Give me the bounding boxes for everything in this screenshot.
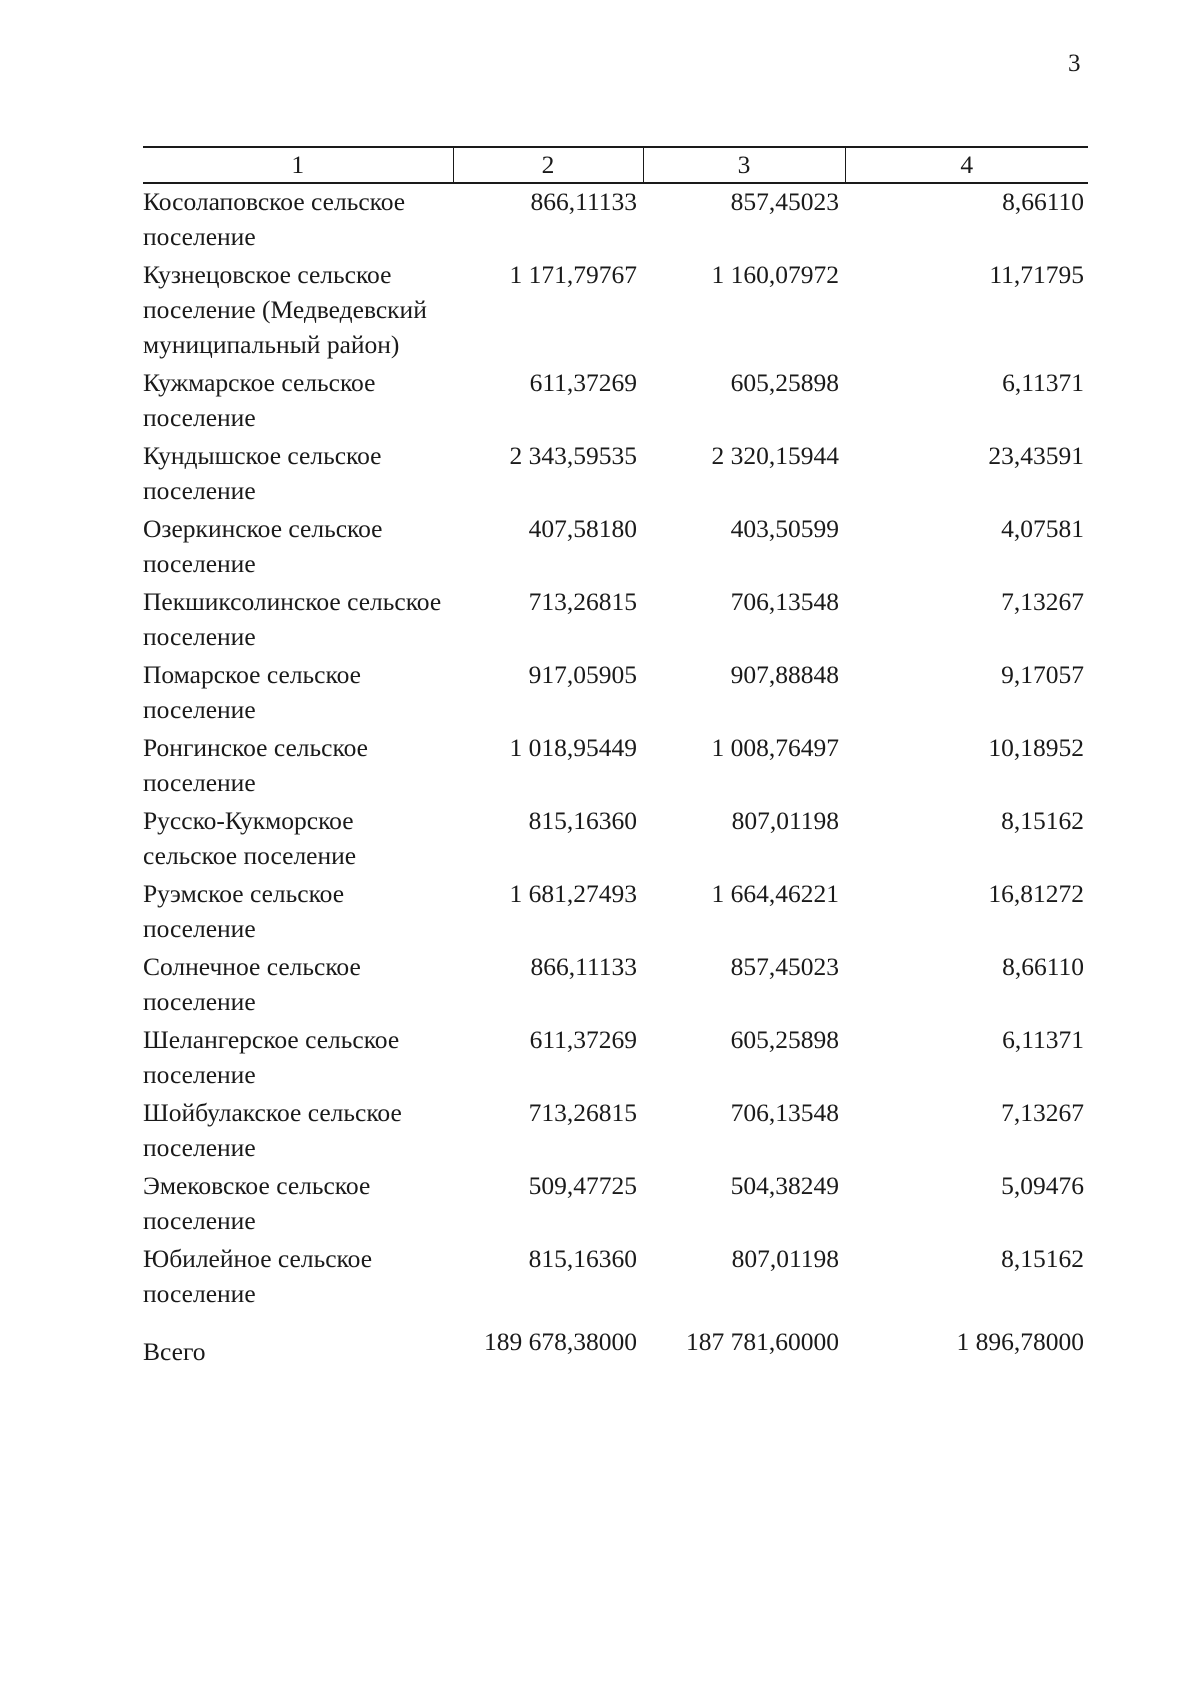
- amount-col3: 706,13548: [730, 1098, 839, 1127]
- amount-col2: 815,16360: [528, 806, 637, 835]
- amount-col4: 11,71795: [989, 260, 1084, 289]
- amount-col2: 2 343,59535: [509, 441, 637, 470]
- amount-col3: 807,01198: [731, 1244, 839, 1273]
- amount-col4: 7,13267: [1001, 1098, 1084, 1127]
- settlement-name: Русско-Кукморское сельское поселение: [143, 806, 357, 870]
- page-number: 3: [1068, 50, 1081, 77]
- amount-col3: 807,01198: [731, 806, 839, 835]
- column-header-4: 4: [845, 147, 1088, 183]
- amount-col2: 1 018,95449: [509, 733, 637, 762]
- column-header-1: 1: [143, 147, 453, 183]
- amount-col2: 611,37269: [529, 368, 637, 397]
- amount-col4: 8,66110: [1002, 187, 1084, 216]
- amount-col2: 713,26815: [528, 587, 637, 616]
- amount-col2: 509,47725: [528, 1171, 637, 1200]
- amount-col4: 6,11371: [1002, 1025, 1084, 1054]
- table-row: [143, 1168, 1088, 1241]
- amount-col4: 5,09476: [1001, 1171, 1084, 1200]
- amount-col3: 605,25898: [730, 1025, 839, 1054]
- table-row: [143, 365, 1088, 438]
- amount-col2: 407,58180: [528, 514, 637, 543]
- settlement-name: Кузнецовское сельское поселение (Медведевский муниципальный район): [143, 260, 427, 359]
- amount-col4: 23,43591: [988, 441, 1084, 470]
- settlement-name: Шелангерское сельское поселение: [143, 1025, 400, 1089]
- table-row: [143, 584, 1088, 657]
- table-row: [143, 803, 1088, 876]
- amount-col3: 706,13548: [730, 587, 839, 616]
- settlement-name: Руэмское сельское поселение: [143, 879, 345, 943]
- amount-col2: 713,26815: [528, 1098, 637, 1127]
- table-header-row: [143, 147, 1088, 183]
- amount-col2: 917,05905: [528, 660, 637, 689]
- table-row: [143, 511, 1088, 584]
- total-label: Всего: [143, 1337, 206, 1366]
- table-row: [143, 1022, 1088, 1095]
- amount-col2: 1 681,27493: [509, 879, 637, 908]
- amount-col4: 9,17057: [1001, 660, 1084, 689]
- amount-col4: 7,13267: [1001, 587, 1084, 616]
- column-header-2: 2: [453, 147, 643, 183]
- settlement-name: Юбилейное сельское поселение: [143, 1244, 373, 1308]
- amount-col3: 1 008,76497: [711, 733, 839, 762]
- settlement-name: Эмековское сельское поселение: [143, 1171, 371, 1235]
- settlement-name: Ронгинское сельское поселение: [143, 733, 368, 797]
- settlement-amounts-table: [143, 146, 1088, 1372]
- table-row: [143, 438, 1088, 511]
- amount-col3: 1 160,07972: [711, 260, 839, 289]
- table-row: [143, 257, 1088, 365]
- table-row: [143, 183, 1088, 257]
- total-col2: 189 678,38000: [484, 1327, 637, 1356]
- amount-col3: 2 320,15944: [711, 441, 839, 470]
- amount-col3: 857,45023: [730, 952, 839, 981]
- total-col3: 187 781,60000: [686, 1327, 839, 1356]
- amount-col4: 8,15162: [1001, 806, 1084, 835]
- amount-col3: 403,50599: [730, 514, 839, 543]
- settlement-name: Помарское сельское поселение: [143, 660, 361, 724]
- amount-col4: 4,07581: [1001, 514, 1084, 543]
- amount-col4: 16,81272: [988, 879, 1084, 908]
- column-header-3: 3: [643, 147, 845, 183]
- table-row: [143, 730, 1088, 803]
- table-total-row: [143, 1314, 1088, 1372]
- settlement-name: Кундышское сельское поселение: [143, 441, 382, 505]
- table-row: [143, 949, 1088, 1022]
- settlement-name: Кужмарское сельское поселение: [143, 368, 376, 432]
- amount-col3: 907,88848: [730, 660, 839, 689]
- table-row: [143, 1241, 1088, 1314]
- amount-col4: 10,18952: [988, 733, 1084, 762]
- amount-col4: 8,66110: [1002, 952, 1084, 981]
- amount-col2: 611,37269: [529, 1025, 637, 1054]
- amount-col4: 6,11371: [1002, 368, 1084, 397]
- total-col4: 1 896,78000: [956, 1327, 1084, 1356]
- amount-col2: 815,16360: [528, 1244, 637, 1273]
- amount-col2: 866,11133: [530, 952, 637, 981]
- settlement-name: Косолаповское сельское поселение: [143, 187, 406, 251]
- table-row: [143, 1095, 1088, 1168]
- table-row: [143, 876, 1088, 949]
- amount-col2: 1 171,79767: [509, 260, 637, 289]
- amount-col3: 605,25898: [730, 368, 839, 397]
- amount-col3: 1 664,46221: [711, 879, 839, 908]
- settlement-name: Солнечное сельское поселение: [143, 952, 361, 1016]
- amount-col3: 857,45023: [730, 187, 839, 216]
- settlement-name: Шойбулакское сельское поселение: [143, 1098, 402, 1162]
- amount-col3: 504,38249: [730, 1171, 839, 1200]
- table-row: [143, 657, 1088, 730]
- settlement-name: Пекшиксолинское сельское поселение: [143, 587, 442, 651]
- amount-col2: 866,11133: [530, 187, 637, 216]
- amount-col4: 8,15162: [1001, 1244, 1084, 1273]
- settlement-name: Озеркинское сельское поселение: [143, 514, 383, 578]
